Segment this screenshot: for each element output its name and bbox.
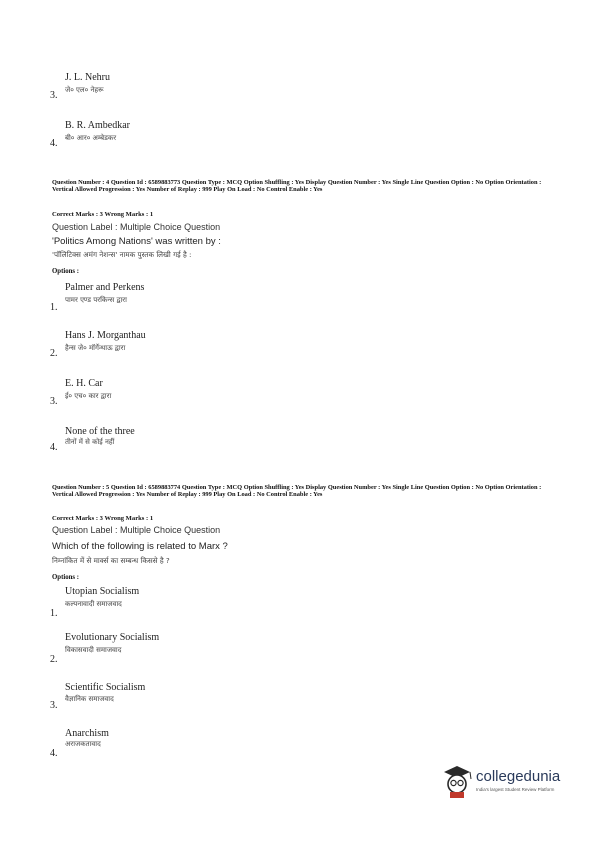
option-number: 3. xyxy=(50,700,58,711)
option-text-hi: वैज्ञानिक समाजवाद xyxy=(65,695,114,703)
option-text-en: B. R. Ambedkar xyxy=(65,120,130,131)
marks-line: Correct Marks : 3 Wrong Marks : 1 xyxy=(52,515,154,522)
option-text-en: None of the three xyxy=(65,426,135,437)
option-text-hi: ई० एच० कार द्वारा xyxy=(65,392,112,400)
marks-line: Correct Marks : 3 Wrong Marks : 1 xyxy=(52,211,154,218)
question-text-hi: निम्नांकित में से मार्क्स का सम्बन्ध किससे है ? xyxy=(52,556,170,565)
logo-wordmark: collegedunia xyxy=(476,768,561,785)
option-text-en: J. L. Nehru xyxy=(65,72,110,83)
option-number: 4. xyxy=(50,748,58,759)
option-number: 3. xyxy=(50,90,58,101)
option-text-en: Evolutionary Socialism xyxy=(65,632,160,643)
option-text-en: Utopian Socialism xyxy=(65,586,140,597)
question-text-hi: 'पॉलिटिक्स अमंग नेशन्स' नामक पुस्तक लिखी गई है : xyxy=(52,250,192,259)
logo-tagline: India's largest Student Review Platform xyxy=(476,787,555,792)
question-text-en: Which of the following is related to Marx ? xyxy=(52,541,228,552)
option-text-hi: बी० आर० अम्बेडकर xyxy=(65,134,117,142)
option-text-en: Scientific Socialism xyxy=(65,682,146,693)
option-text-hi: हैन्स जे० मॉर्गेन्थाऊ द्वारा xyxy=(65,344,126,352)
option-number: 2. xyxy=(50,654,58,665)
question-text-en: 'Politics Among Nations' was written by : xyxy=(52,236,221,247)
question-metadata: Question Number : 5 Question Id : 6589883774 Question Type : MCQ Option Shuffling : Yes Display Question Number : Yes Single Line Question Option : No Option Orientation : Vertical Allowed Progression : Yes Number of Replay : 999 Play On Load : No Control Enable : Yes xyxy=(52,484,542,499)
question-label: Question Label : Multiple Choice Question xyxy=(52,525,221,535)
option-number: 1. xyxy=(50,608,58,619)
option-text-hi: अराजकतावाद xyxy=(65,740,101,748)
option-text-en: Hans J. Morganthau xyxy=(65,330,146,341)
options-label: Options : xyxy=(52,574,80,581)
option-number: 4. xyxy=(50,442,58,453)
graduate-mascot-icon xyxy=(440,762,474,802)
option-text-hi: विकासवादी समाजवाद xyxy=(65,646,122,654)
option-text-hi: तीनों में से कोई नहीं xyxy=(65,438,115,446)
option-text-en: Palmer and Perkens xyxy=(65,282,145,293)
option-number: 4. xyxy=(50,138,58,149)
option-number: 1. xyxy=(50,302,58,313)
option-number: 3. xyxy=(50,396,58,407)
option-text-hi: कल्पनावादी समाजवाद xyxy=(65,600,122,608)
options-label: Options : xyxy=(52,268,80,275)
option-text-en: E. H. Car xyxy=(65,378,103,389)
question-metadata: Question Number : 4 Question Id : 6589883773 Question Type : MCQ Option Shuffling : Yes Display Question Number : Yes Single Line Question Option : No Option Orientation : Vertical Allowed Progression : Yes Number of Replay : 999 Play On Load : No Control Enable : Yes xyxy=(52,179,542,194)
option-text-hi: जे० एल० नेहरू xyxy=(65,86,104,94)
option-text-hi: पामर एण्ड परकिन्स द्वारा xyxy=(65,296,127,304)
question-label: Question Label : Multiple Choice Question xyxy=(52,222,221,232)
option-text-en: Anarchism xyxy=(65,728,109,739)
option-number: 2. xyxy=(50,348,58,359)
